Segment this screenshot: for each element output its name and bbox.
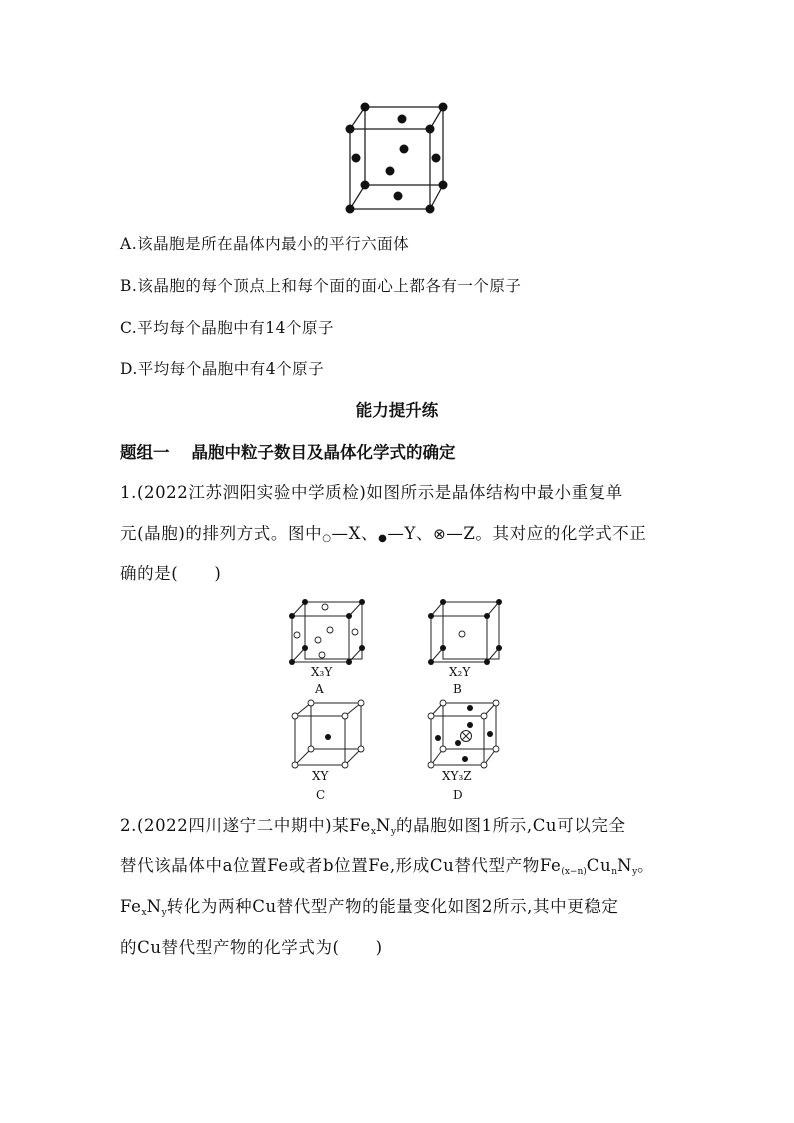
option-c: C.平均每个晶胞中有14个原子 [120,319,334,337]
figure-d-formula: XY₃Z [442,769,472,783]
q1-line2 [120,526,646,544]
q2-line3-b: N [146,897,162,916]
figure-d-letter: D [453,788,463,802]
filled-circle-icon: ● [378,533,388,544]
q2-line1-sub-y: y [390,827,397,837]
q2-line1-sub-x: x [370,827,376,837]
q1-line2-a: 元(晶胞)的排列方式。图中 [120,524,323,543]
q2-line2-c: N [617,856,633,875]
q1-line2-z: —Z。其对应的化学式不正 [446,524,647,543]
figure-b-letter: B [453,682,462,696]
figure-b-formula: X₂Y [449,665,471,679]
crossed-circle-icon: ⊗ [433,525,447,543]
open-circle-icon: ○ [322,533,332,544]
figure-b [431,602,499,662]
q2-line3 [120,899,619,918]
q2-line4-text: 的Cu替代型产物的化学式为( [120,938,340,957]
q2-line3-c: 转化为两种Cu替代型产物的能量变化如图2所示,其中更稳定 [166,897,619,916]
q1-line2-y: —Y、 [387,524,434,543]
figure-a-letter: A [315,682,324,696]
section-title: 能力提升练 [355,401,439,420]
option-d: D.平均每个晶胞中有4个原子 [120,360,325,378]
figure-a-formula: X₃Y [311,665,333,679]
option-a: A.该晶胞是所在晶体内最小的平行六面体 [120,235,410,253]
figure-c-formula: XY [312,769,329,783]
group-label: 题组一 [120,443,170,462]
q2-line2 [120,858,654,877]
q2-line2-sub1: (x−n) [561,867,587,877]
q2-line1 [120,818,626,837]
q2-line1-c: 的晶胞如图1所示,Cu可以完全 [396,816,626,835]
q2-line2-a: 替代该晶体中a位置Fe或者b位置Fe,形成Cu替代型产物Fe [120,856,562,875]
q1-line1: 1.(2022江苏泗阳实验中学质检)如图所示是晶体结构中最小重复单 [120,483,623,502]
q1-line2-x: —X、 [331,524,379,543]
q2-line4-end: ) [375,938,383,957]
q2-line3-sub-x: x [141,908,147,918]
q2-line1-a: 2.(2022四川遂宁二中期中)某Fe [120,816,371,835]
q2-line2-sub2: n [611,867,618,877]
q2-line2-b: Cu [586,856,612,875]
group-title: 晶胞中粒子数目及晶体化学式的确定 [191,443,456,462]
figure-a [292,602,362,662]
q2-line4 [120,940,383,957]
q1-line3-text: 确的是( [120,564,179,583]
q2-line2-d: 。 [637,856,655,875]
q2-line2-sub3: y [632,867,638,877]
q2-line3-a: Fe [120,897,142,916]
figure-c-letter: C [316,788,326,802]
q2-line3-sub-y: y [161,908,167,918]
q1-line3-end: ) [214,564,222,583]
q2-line1-b: N [375,816,391,835]
q1-line3 [120,566,221,583]
option-b: B.该晶胞的每个顶点上和每个面的面心上都各有一个原子 [120,277,522,295]
group-heading [120,439,456,463]
